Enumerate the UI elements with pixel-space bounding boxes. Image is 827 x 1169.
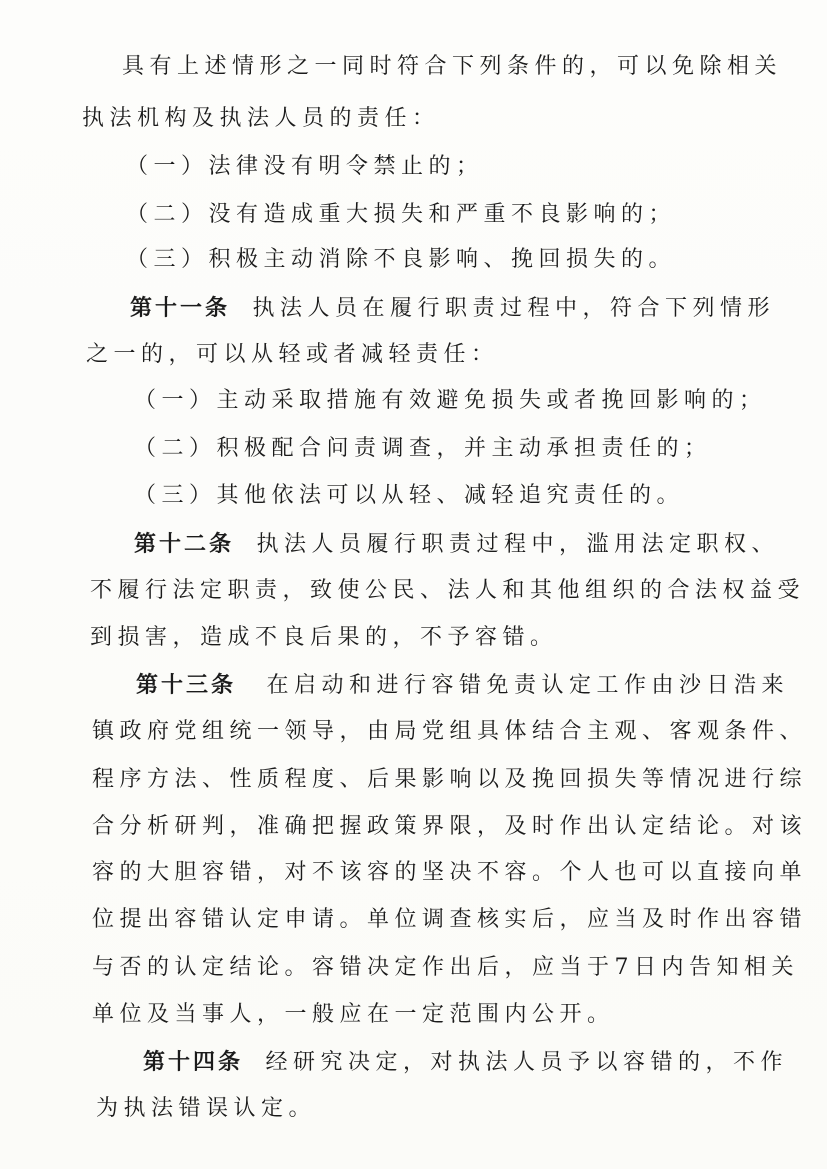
text-line: 镇政府党组统一领导，由局党组具体结合主观、客观条件、 <box>92 719 808 744</box>
article-heading: 第十二条 <box>134 531 235 557</box>
list-item: （二）没有造成重大损失和严重不良影响的； <box>126 202 677 227</box>
text-line: 单位及当事人，一般应在一定范围内公开。 <box>92 1002 615 1027</box>
text-line: 到损害，造成不良后果的，不予容错。 <box>90 625 558 650</box>
article-12-line: 第十二条 执法人员履行职责过程中，滥用法定职权、 <box>134 531 780 557</box>
list-item: （三）其他依法可以从轻、减轻追究责任的。 <box>134 483 685 508</box>
text-line: 之一的，可以从轻或者减轻责任： <box>86 342 499 367</box>
text-line: 为执法错误认定。 <box>96 1096 317 1121</box>
article-heading: 第十三条 <box>136 672 237 698</box>
text-line: 合分析研判，准确把握政策界限，及时作出认定结论。对该 <box>92 814 808 839</box>
list-item: （一）法律没有明令禁止的； <box>126 154 484 179</box>
list-item: （三）积极主动消除不良影响、挽回损失的。 <box>126 247 677 272</box>
article-11-line: 第十一条 执法人员在履行职责过程中，符合下列情形 <box>130 295 776 321</box>
text-line: 程序方法、性质程度、后果影响以及挽回损失等情况进行综 <box>92 767 808 792</box>
text-line: 与否的认定结论。容错决定作出后，应当于7日内告知相关 <box>92 955 799 980</box>
article-14-line: 第十四条 经研究决定，对执法人员予以容错的，不作 <box>143 1049 789 1075</box>
article-heading: 第十四条 <box>143 1049 244 1075</box>
list-item: （二）积极配合问责调查，并主动承担责任的； <box>134 436 712 461</box>
list-item: （一）主动采取措施有效避免损失或者挽回影响的； <box>134 388 767 413</box>
article-13-line: 第十三条 在启动和进行容错免责认定工作由沙日浩来 <box>136 672 790 698</box>
text-line: 具有上述情形之一同时符合下列条件的，可以免除相关 <box>122 54 783 79</box>
text-line: 执法机构及执法人员的责任： <box>82 106 440 131</box>
text-line: 不履行法定职责，致使公民、法人和其他组织的合法权益受 <box>90 578 806 603</box>
text-line: 容的大胆容错，对不该容的坚决不容。个人也可以直接向单 <box>92 860 808 885</box>
article-heading: 第十一条 <box>130 295 231 321</box>
text-line: 位提出容错认定申请。单位调查核实后，应当及时作出容错 <box>92 907 808 932</box>
